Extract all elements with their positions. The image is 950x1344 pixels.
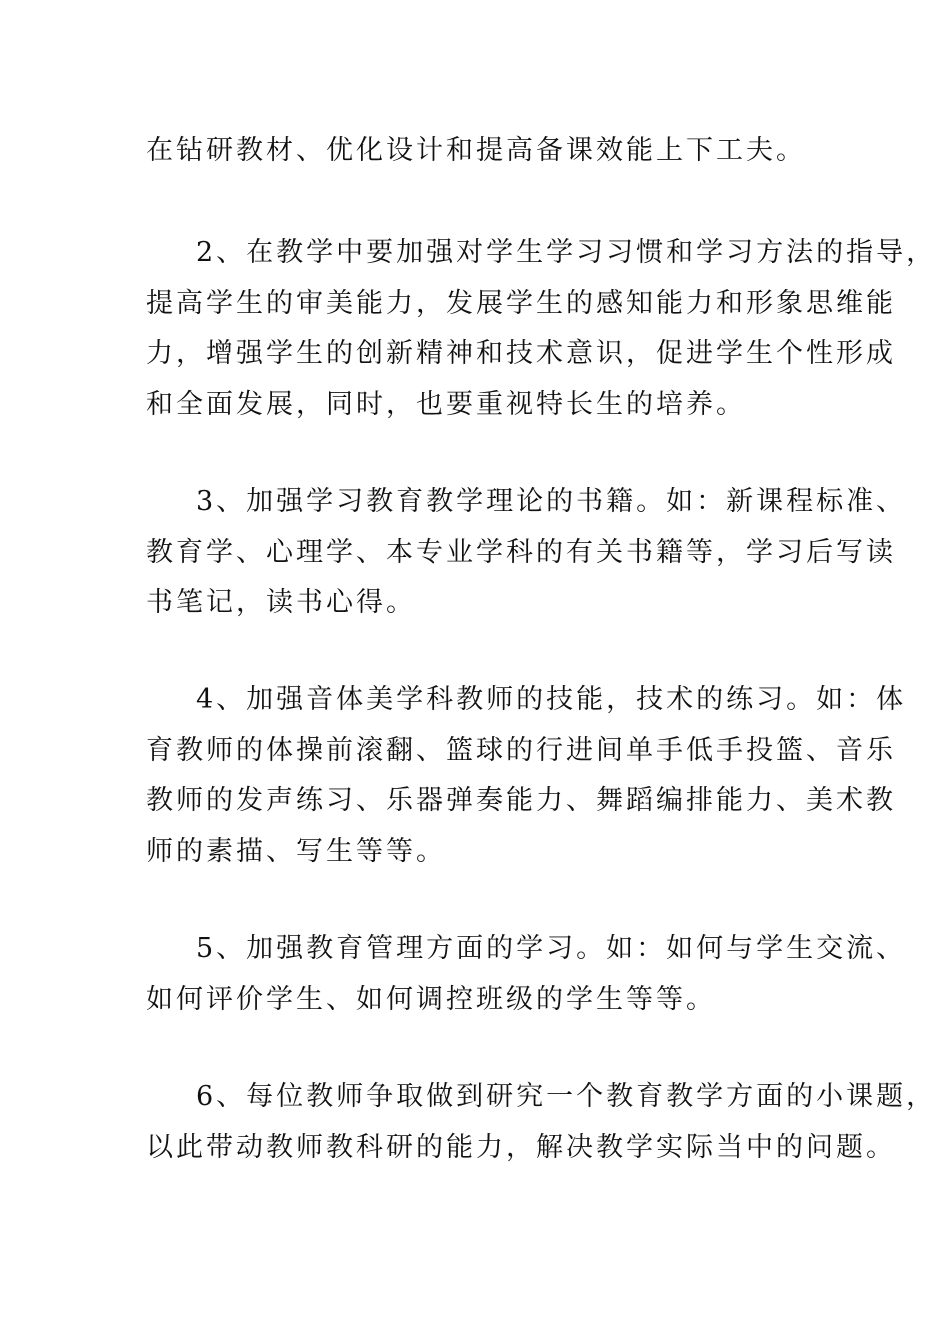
paragraph-item-6 [146,1072,937,1173]
text-line: 3、加强学习教育教学理论的书籍。如：新课程标准、 [196,486,907,517]
text-line: 如何评价学生、如何调控班级的学生等等。 [146,983,716,1015]
text-line: 5、加强教育管理方面的学习。如：如何与学生交流、 [196,933,907,964]
text-line: 力，增强学生的创新精神和技术意识，促进学生个性形成 [146,338,896,369]
text-line: 2、在教学中要加强对学生学习习惯和学习方法的指导， [196,237,937,268]
paragraph-item-2 [146,228,937,430]
text-line: 育教师的体操前滚翻、篮球的行进间单手低手投篮、音乐 [146,734,896,766]
text-line: 书笔记，读书心得。 [146,587,416,618]
text-line: 和全面发展，同时，也要重视特长生的培养。 [146,388,746,420]
text-line: 4、加强音体美学科教师的技能，技术的练习。如：体 [196,684,907,715]
text-line: 以此带动教师教科研的能力，解决教学实际当中的问题。 [146,1131,896,1163]
text-line: 提高学生的审美能力，发展学生的感知能力和形象思维能 [146,287,896,319]
text-line: 教育学、心理学、本专业学科的有关书籍等，学习后写读 [146,536,896,568]
text-line: 师的素描、写生等等。 [146,835,446,867]
paragraph-item-5 [146,924,907,1025]
text-line: 6、每位教师争取做到研究一个教育教学方面的小课题， [196,1081,937,1112]
text-line: 在钻研教材、优化设计和提高备课效能上下工夫。 [146,135,806,166]
paragraph-item-4 [146,675,907,877]
paragraph-item-3 [146,477,907,629]
paragraph-continuation [146,126,846,177]
text-line: 教师的发声练习、乐器弹奏能力、舞蹈编排能力、美术教 [146,785,896,816]
